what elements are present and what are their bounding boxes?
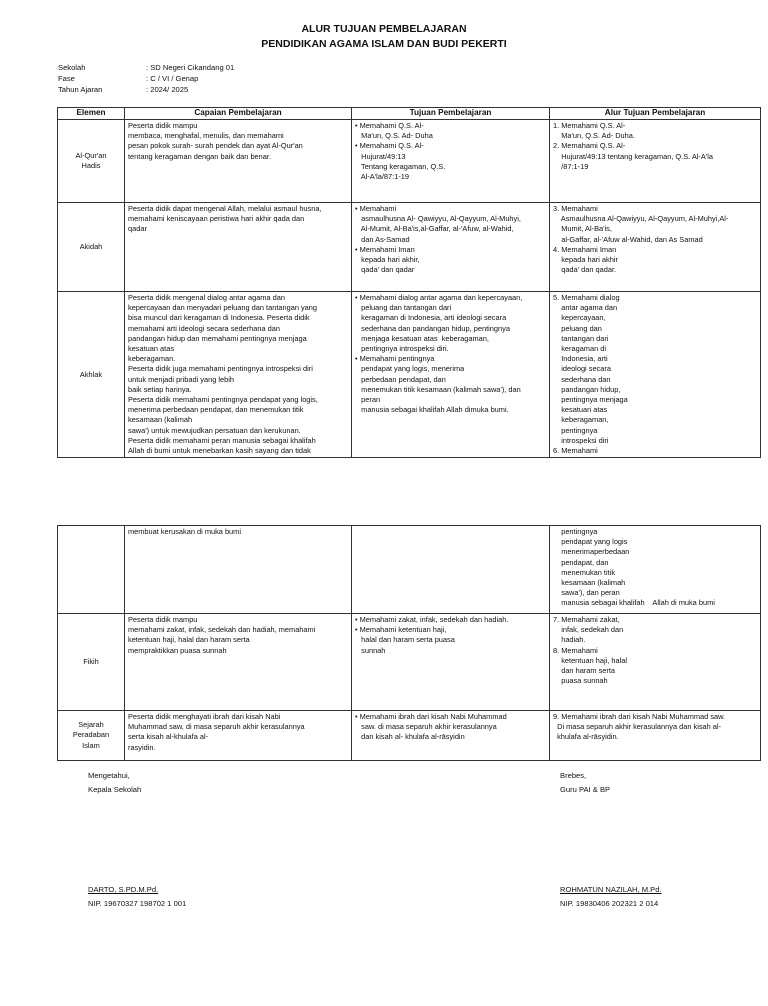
alur-line: sederhana dan [553, 374, 611, 384]
capaian-line: Peserta didik mampu [128, 121, 198, 130]
alur-line: menerimaperbedaan [553, 547, 630, 557]
tujuan-line: halal dan haram serta puasa [355, 635, 455, 645]
tujuan-line: keragaman di Indonesia, arti ideologi secara [355, 313, 507, 323]
elemen-line: Islam [82, 740, 100, 750]
cell-alur [550, 526, 761, 614]
capaian-line: Peserta didik mengenal dialog antar agama dan [128, 293, 285, 302]
table-row [58, 203, 761, 292]
info-value: : C / VI / Genap [146, 74, 199, 83]
alur-line: Indonesia, arti [553, 354, 608, 364]
cell-elemen [58, 711, 125, 761]
alur-line: 4. Memahami Iman [553, 244, 617, 254]
capaian-line: memahami keniscayaan peristiwa hari akhir qada dan [128, 214, 305, 224]
atp-table-page2 [57, 525, 761, 761]
alur-line: pentingnya menjaga [553, 395, 628, 405]
cell-elemen [58, 526, 125, 614]
alur-line: 6. Memahami [553, 446, 598, 456]
table-row [58, 614, 761, 711]
alur-line: kesamaan (kalimah [553, 578, 626, 588]
cell-tujuan [352, 120, 550, 203]
tujuan-line: • Memahami ibrah dari kisah Nabi Muhammad [355, 712, 507, 721]
capaian-line: baik setiap harinya. [128, 384, 192, 394]
capaian-line: keberagaman. [128, 354, 176, 364]
table-row [58, 292, 761, 458]
alur-line: infak, sedekah dan [553, 625, 624, 635]
capaian-line: Allah di bumi untuk menebarkan kasih sayang dan tidak [128, 446, 311, 456]
capaian-line: menerima perbedaan pendapat, dan menemukan titik [128, 405, 304, 415]
teacher-name: ROHMATUN NAZILAH, M.Pd. [560, 885, 662, 894]
alur-line: 3. Memahami [553, 204, 598, 213]
alur-line: introspeksi diri [553, 435, 609, 445]
alur-line: antar agama dan [553, 303, 618, 313]
capaian-line: kepercayaan dan menyadari peluang dan tantangan yang [128, 303, 318, 313]
capaian-line: membaca, menghafal, menulis, dan memahami [128, 131, 284, 141]
cell-alur [550, 120, 761, 203]
tujuan-line: pendapat yang logis, menerima [355, 364, 465, 374]
alur-line: 9. Memahami ibrah dari kisah Nabi Muhammad saw. [553, 712, 726, 721]
alur-line: 5. Memahami dialog [553, 293, 620, 302]
alur-line: khulafa al-rāsyidin. [553, 732, 619, 742]
tujuan-line: asmaulhusna Al- Qawiyyu, Al-Qayyum, Al-Muhyi, [355, 214, 521, 224]
cell-capaian [125, 526, 352, 614]
alur-line: pendapat yang logis [553, 537, 628, 547]
cell-capaian [125, 292, 352, 458]
info-value: : SD Negeri Cikandang 01 [146, 63, 235, 72]
cell-alur [550, 203, 761, 292]
cell-tujuan [352, 526, 550, 614]
cell-tujuan [352, 292, 550, 458]
tujuan-line: • Memahami Iman [355, 244, 415, 254]
cell-elemen [58, 292, 125, 458]
tujuan-line: dan kisah al- khulafa al-rāsyidin [355, 732, 465, 742]
cell-capaian [125, 711, 352, 761]
capaian-line: rasyidin. [128, 742, 156, 752]
alur-line: hadiah. [553, 635, 586, 645]
signature-left-line2: Kepala Sekolah [88, 785, 142, 794]
alur-line: 2. Memahami Q.S. Al- [553, 141, 626, 151]
document-subtitle: PENDIDIKAN AGAMA ISLAM DAN BUDI PEKERTI [261, 38, 507, 50]
signature-left-line1: Mengetahui, [88, 771, 130, 780]
alur-line: kesatuan atas [553, 405, 608, 415]
tujuan-line: pentingnya introspeksi diri. [355, 344, 449, 354]
document-title: ALUR TUJUAN PEMBELAJARAN [301, 23, 467, 35]
tujuan-line: perbedaan pendapat, dan [355, 374, 446, 384]
cell-capaian [125, 120, 352, 203]
elemen-line: Hadis [81, 161, 101, 170]
alur-line: Di masa separuh akhir kerasulannya dan kisah al- [553, 722, 722, 732]
capaian-line: Peserta didik dapat mengenal Allah, melalui asmaul husna, [128, 204, 322, 213]
alur-line: al-Gaffar, al-'Afuw al-Wahid, dan As Samad [553, 234, 703, 244]
cell-capaian [125, 614, 352, 711]
cell-capaian [125, 203, 352, 292]
tujuan-line: sunnah [355, 645, 386, 655]
cell-elemen [58, 203, 125, 292]
tujuan-line: Al-A'la/87:1-19 [355, 172, 409, 182]
capaian-line: kesatuan atas [128, 344, 175, 354]
tujuan-line: saw. di masa separuh akhir kerasulannya [355, 722, 497, 732]
tujuan-line: dan As-Samad [355, 234, 410, 244]
tujuan-line: • Memahami zakat, infak, sedekah dan hadiah. [355, 615, 509, 624]
alur-line: Mumit, Al-Ba'is, [553, 224, 612, 234]
tujuan-line: peluang dan tantangan dari [355, 303, 452, 313]
cell-alur [550, 614, 761, 711]
alur-line: tantangan dari [553, 333, 609, 343]
cell-tujuan [352, 711, 550, 761]
capaian-line: Peserta didik mampu [128, 615, 198, 624]
info-label: Sekolah [58, 63, 86, 72]
info-row [58, 62, 234, 73]
tujuan-line: Ma'un, Q.S. Ad- Duha [355, 131, 433, 141]
alur-line: manusia sebagai khalifah Allah di muka bumi [553, 598, 715, 608]
alur-line: qada' dan qadar. [553, 265, 617, 275]
tujuan-line: • Memahami pentingnya [355, 354, 435, 364]
capaian-line: membuat kerusakan di muka bumi [128, 527, 241, 536]
tujuan-line: Hujurat/49:13 [355, 151, 406, 161]
table-body-page1 [58, 120, 761, 458]
elemen-line: Peradaban [72, 730, 110, 740]
cell-alur [550, 711, 761, 761]
tujuan-line: qada' dan qadar [355, 265, 415, 275]
info-value: : 2024/ 2025 [146, 85, 189, 94]
elemen-line: Akhlak [79, 369, 103, 379]
table-row [58, 120, 761, 203]
cell-alur [550, 292, 761, 458]
tujuan-line: Al-Mumit, Al-Ba'is,al-Gaffar, al-'Afuw, al-Wahid, [355, 224, 514, 234]
capaian-line: sawa') untuk mewujudkan persatuan dan kerukunan. [128, 425, 301, 435]
cell-elemen [58, 614, 125, 711]
capaian-line: Peserta didik memahami peran manusia sebagai khalifah [128, 435, 316, 445]
tujuan-line: menemukan titik kesamaan (kalimah sawa'), dan [355, 384, 521, 394]
principal-name: DARTO, S.PD.M.Pd. [88, 885, 159, 894]
alur-line: 7. Memahami zakat, [553, 615, 620, 624]
alur-line: pentingnya [553, 527, 598, 536]
alur-line: sawa'), dan peran [553, 588, 620, 598]
tujuan-line: manusia sebagai khalifah Allah dimuka bumi. [355, 405, 509, 415]
alur-line: keragaman di [553, 344, 606, 354]
capaian-line: pesan pokok surah- surah pendek dan ayat Al-Qur'an [128, 141, 303, 151]
info-row [58, 73, 234, 84]
capaian-line: Peserta didik memahami pentingnya pendapat yang logis, [128, 395, 318, 405]
info-label: Fase [58, 74, 75, 83]
elemen-line: Fikih [83, 656, 99, 666]
capaian-line: qadar [128, 224, 147, 234]
capaian-line: bisa muncul dari keragaman di Indonesia. Peserta didik [128, 313, 310, 323]
alur-line: dan haram serta [553, 666, 616, 676]
info-row [58, 84, 234, 95]
alur-line: Hujurat/49:13 tentang keragaman, Q.S. Al-A'la [553, 151, 713, 161]
alur-line: pendapat, dan [553, 557, 609, 567]
tujuan-line: kepada hari akhir, [355, 255, 420, 265]
header-tujuan: Tujuan Pembelajaran [352, 108, 550, 120]
alur-line: ideologi secara [553, 364, 611, 374]
capaian-line: pandangan hidup dan memahami pentingnya menjaga [128, 333, 307, 343]
alur-line: /87:1-19 [553, 161, 589, 171]
signature-right-line1: Brebes, [560, 771, 587, 780]
principal-nip: NIP. 19670327 198702 1 001 [88, 899, 187, 908]
table-body-page2 [58, 526, 761, 761]
tujuan-line: • Memahami Q.S. Al- [355, 121, 424, 130]
alur-line: menemukan titik [553, 567, 616, 577]
capaian-line: Peserta didik menghayati ibrah dari kisah Nabi [128, 712, 281, 721]
tujuan-line: Tentang keragaman, Q.S. [355, 161, 446, 171]
capaian-line: kesamaan (kalimah [128, 415, 193, 425]
elemen-line: Sejarah [78, 720, 104, 730]
signature-right-line2: Guru PAI & BP [560, 785, 611, 794]
tujuan-line: peran [355, 395, 381, 405]
alur-line: 8. Memahami [553, 645, 598, 655]
alur-line: pentingnya [553, 425, 598, 435]
header-elemen: Elemen [58, 108, 125, 120]
alur-line: kepada hari akhir [553, 255, 618, 265]
alur-line: peluang dan [553, 323, 602, 333]
cell-elemen [58, 120, 125, 203]
tujuan-line: • Memahami [355, 204, 397, 213]
alur-line: ketentuan haji, halal [553, 655, 627, 665]
capaian-line: serta kisah al-khulafa al- [128, 732, 209, 742]
table-row [58, 526, 761, 614]
teacher-nip: NIP. 19830406 202321 2 014 [560, 899, 659, 908]
header-capaian: Capaian Pembelajaran [125, 108, 352, 120]
tujuan-line: • Memahami ketentuan haji, [355, 625, 447, 635]
tujuan-line: • Memahami Q.S. Al- [355, 141, 424, 151]
tujuan-line: sederhana dan pandangan hidup, pentingnya [355, 323, 510, 333]
alur-line: Ma'un, Q.S. Ad- Duha. [553, 131, 635, 141]
elemen-line: Akidah [79, 241, 103, 251]
tujuan-line: • Memahami dialog antar agama dan kepercayaan, [355, 293, 523, 302]
alur-line: keberagaman, [553, 415, 609, 425]
header-alur: Alur Tujuan Pembelajaran [550, 108, 761, 120]
capaian-line: memahami arti ideologi secara sederhana dan [128, 323, 281, 333]
tujuan-line: menjaga kesatuan atas keberagaman, [355, 333, 489, 343]
table-row [58, 711, 761, 761]
cell-tujuan [352, 203, 550, 292]
info-label: Tahun Ajaran [58, 85, 103, 94]
atp-table-page1 [57, 107, 761, 458]
capaian-line: untuk menjadi pribadi yang lebih [128, 374, 235, 384]
elemen-line: Al-Qur'an [75, 150, 107, 160]
capaian-line: mempraktikkan puasa sunnah [128, 645, 227, 655]
alur-line: Asmaulhusna Al-Qawiyyu, Al-Qayyum, Al-Muhyi,Al- [553, 214, 729, 224]
alur-line: 1. Memahami Q.S. Al- [553, 121, 626, 130]
capaian-line: Peserta didik juga memahami pentingnya introspeksi diri [128, 364, 313, 374]
capaian-line: tentang keragaman dengan baik dan benar. [128, 151, 271, 161]
alur-line: puasa sunnah [553, 676, 608, 686]
capaian-line: Muhammad saw, di masa separuh akhir kerasulannya [128, 722, 305, 732]
cell-tujuan [352, 614, 550, 711]
capaian-line: memahami zakat, infak, sedekah dan hadiah, memahami [128, 625, 316, 635]
school-info [58, 62, 234, 95]
table-header-row [58, 108, 761, 120]
alur-line: kepercayaan, [553, 313, 606, 323]
capaian-line: ketentuan haji, halal dan haram serta [128, 635, 250, 645]
alur-line: pandangan hidup, [553, 384, 621, 394]
